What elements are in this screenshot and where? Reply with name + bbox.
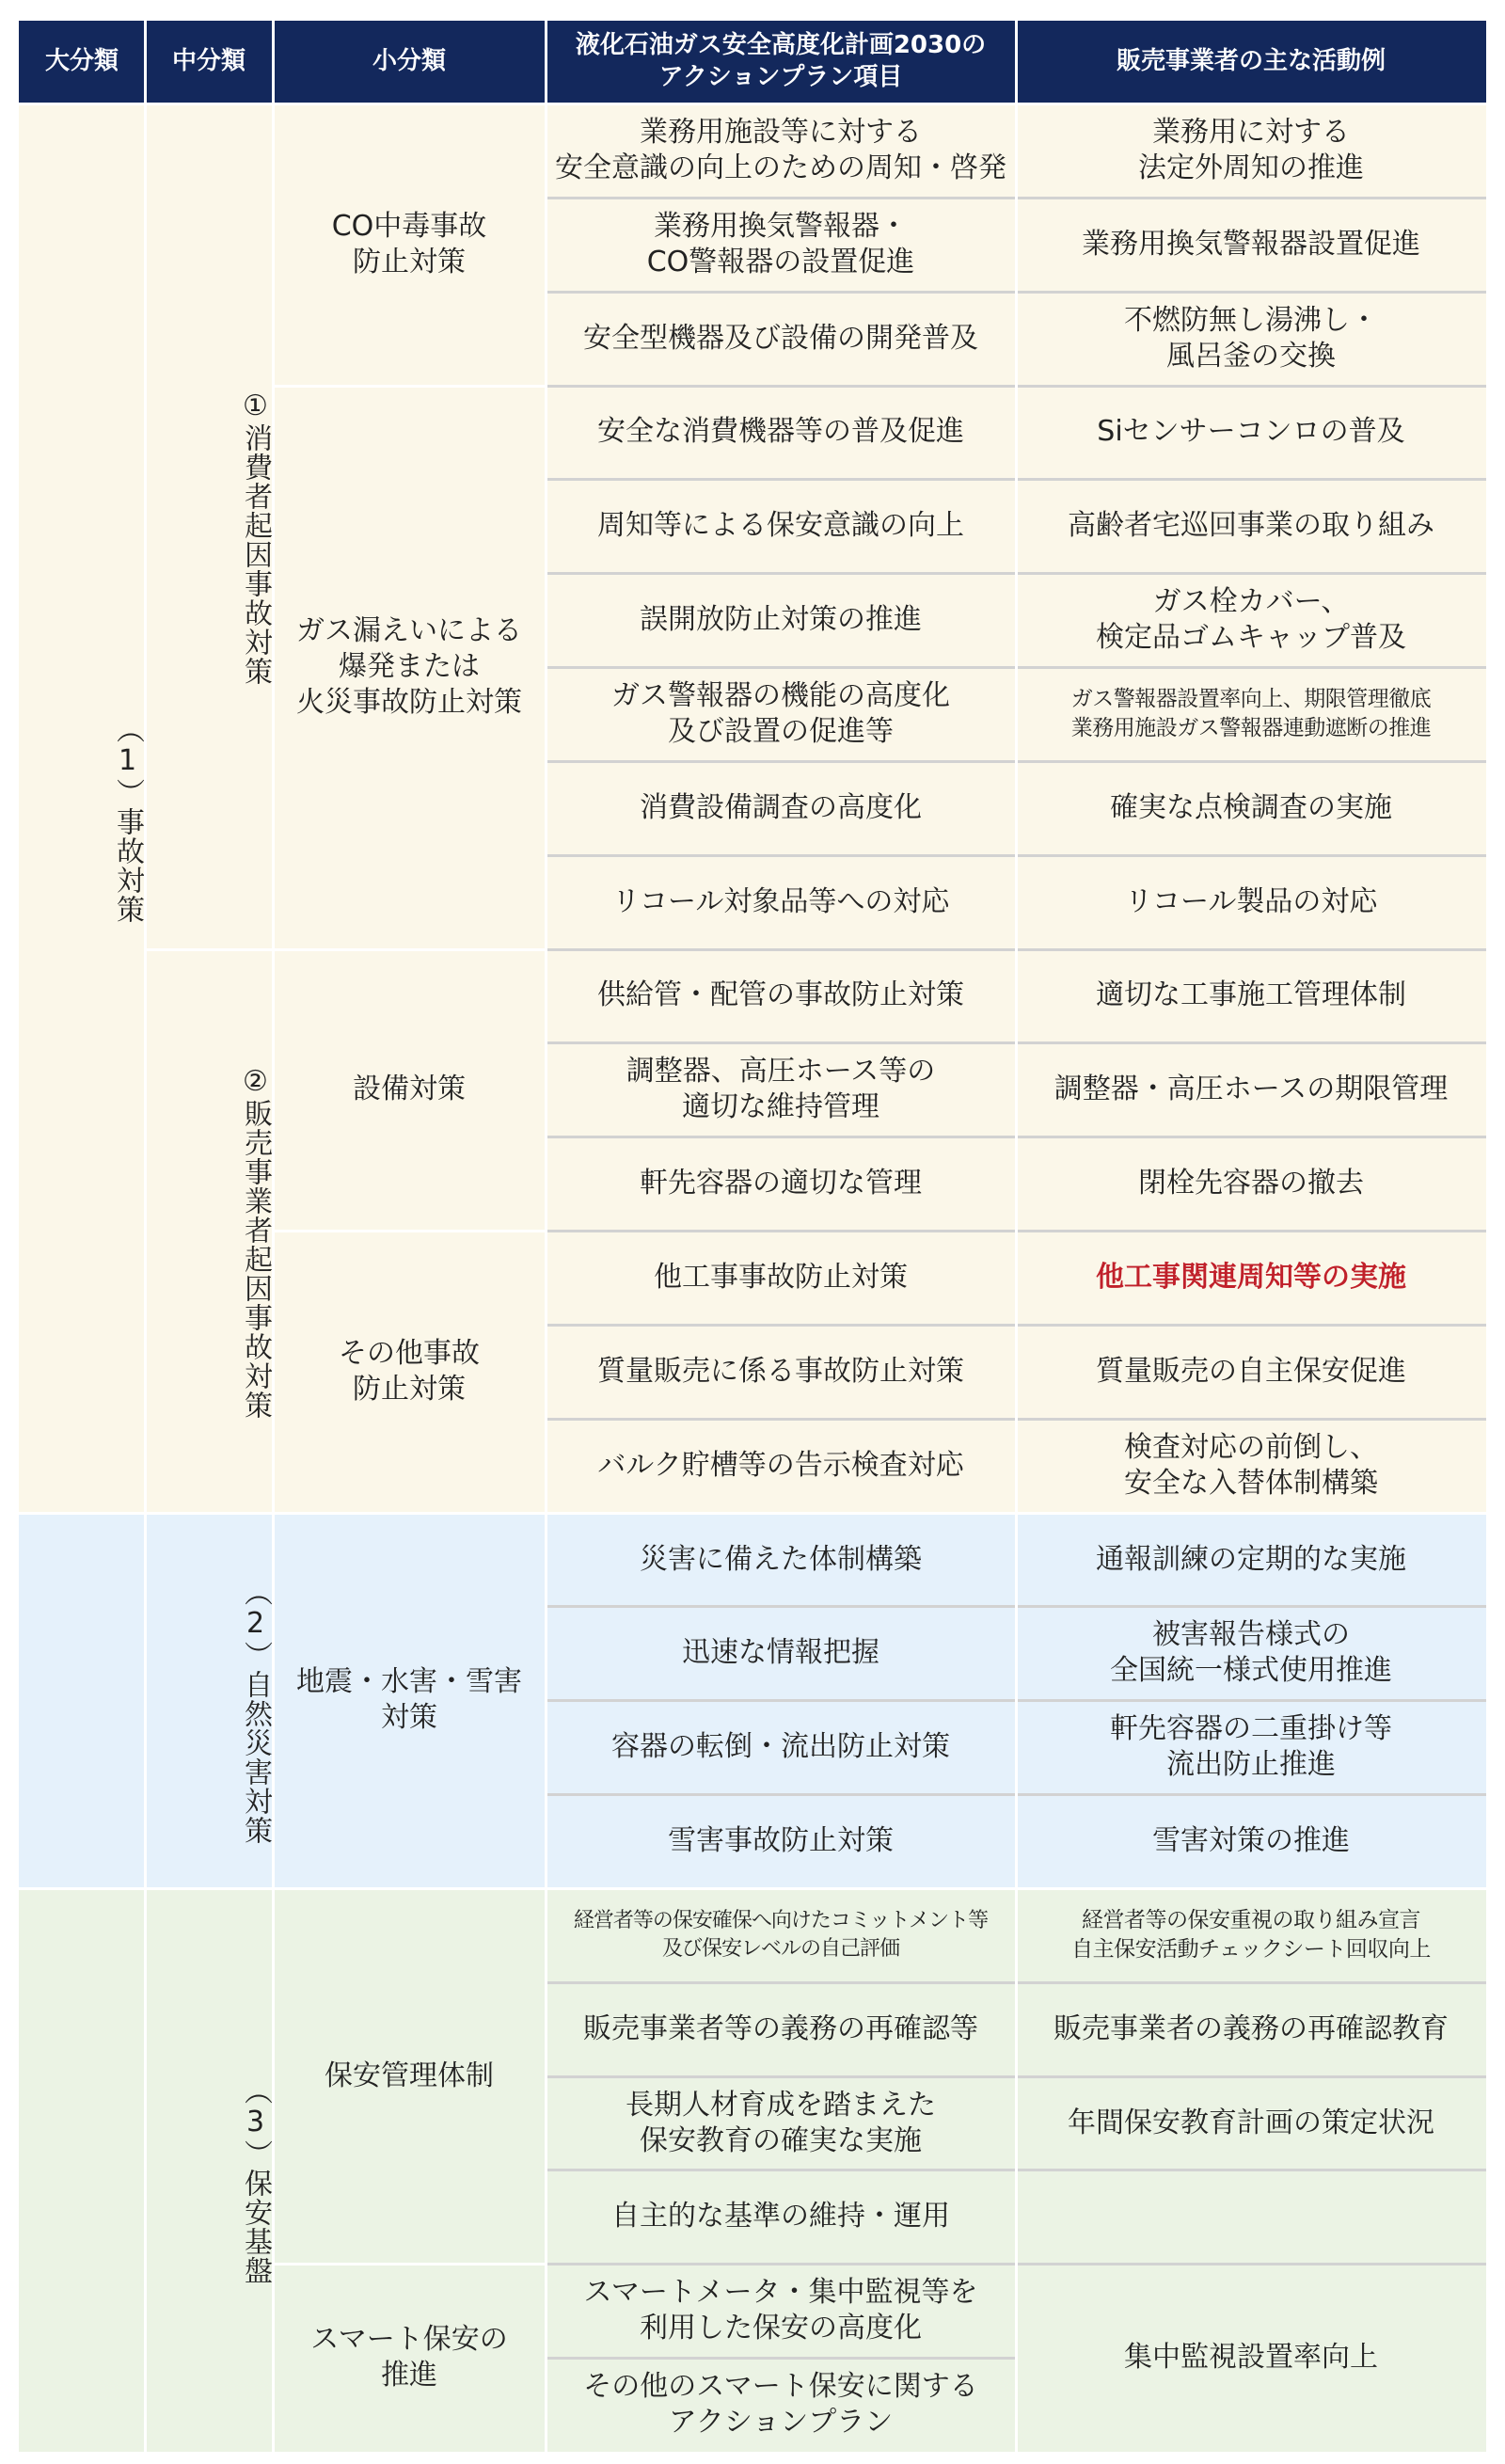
row-divider <box>547 1699 1015 1702</box>
activity-example: 被害報告様式の 全国統一様式使用推進 <box>1016 1606 1486 1700</box>
activity-example: 調整器・高圧ホースの期限管理 <box>1016 1042 1486 1137</box>
row-divider <box>1018 1418 1486 1421</box>
row-divider <box>547 385 1015 388</box>
row-divider <box>547 1418 1015 1421</box>
activity-example: 適切な工事施工管理体制 <box>1016 949 1486 1043</box>
row-divider <box>547 854 1015 857</box>
action-item: 販売事業者等の義務の再確認等 <box>546 1982 1016 2076</box>
group-divider <box>273 385 546 388</box>
header-col3: 小分類 <box>273 21 546 103</box>
activity-example: Siセンサーコンロの普及 <box>1016 386 1486 480</box>
action-item: 消費設備調査の高度化 <box>546 761 1016 855</box>
row-divider <box>547 197 1015 199</box>
row-divider <box>1018 572 1486 575</box>
activity-example: 業務用換気警報器設置促進 <box>1016 198 1486 292</box>
action-plan-table <box>19 21 1486 2452</box>
activity-example: 通報訓練の定期的な実施 <box>1016 1513 1486 1607</box>
group-divider <box>273 948 546 951</box>
row-divider <box>547 948 1015 951</box>
minor-category-s5: 地震・水害・雪害 対策 <box>273 1513 546 1888</box>
row-divider <box>1018 1793 1486 1796</box>
row-divider <box>547 760 1015 763</box>
row-divider <box>1018 1136 1486 1138</box>
row-divider <box>547 1041 1015 1044</box>
row-divider <box>1018 1699 1486 1702</box>
row-divider <box>1018 2263 1486 2265</box>
row-divider <box>1018 1605 1486 1608</box>
activity-example: 高齢者宅巡回事業の取り組み <box>1016 479 1486 573</box>
row-divider <box>1018 2169 1486 2171</box>
activity-example: 経営者等の保安重視の取り組み宣言 自主保安活動チェックシート回収向上 <box>1016 1888 1486 1982</box>
activity-example: 不燃防無し湯沸し・ 風呂釜の交換 <box>1016 292 1486 386</box>
row-divider <box>547 1136 1015 1138</box>
activity-example: リコール製品の対応 <box>1016 855 1486 949</box>
activity-example: 販売事業者の義務の再確認教育 <box>1016 1982 1486 2076</box>
row-divider <box>1018 666 1486 669</box>
activity-example: 確実な点検調査の実施 <box>1016 761 1486 855</box>
row-divider <box>1018 478 1486 481</box>
minor-category-s7: スマート保安の 推進 <box>273 2264 546 2452</box>
row-divider <box>547 1605 1015 1608</box>
activity-example: 集中監視設置率向上 <box>1016 2264 1486 2452</box>
row-divider <box>547 478 1015 481</box>
action-item: その他のスマート保安に関する アクションプラン <box>546 2358 1016 2452</box>
row-divider <box>1018 1230 1486 1232</box>
header-col5: 販売事業者の主な活動例 <box>1016 21 1486 103</box>
group-divider <box>273 2263 546 2265</box>
row-divider <box>1018 2075 1486 2078</box>
action-item: 業務用施設等に対する 安全意識の向上のための周知・啓発 <box>546 103 1016 198</box>
row-divider <box>1018 197 1486 199</box>
header-divider <box>19 103 1486 105</box>
row-divider <box>1018 1041 1486 1044</box>
action-item: 軒先容器の適切な管理 <box>546 1137 1016 1231</box>
header-col4: 液化石油ガス安全高度化計画2030の アクションプラン項目 <box>546 21 1016 103</box>
action-item: 経営者等の保安確保へ向けたコミットメント等 及び保安レベルの自己評価 <box>546 1888 1016 1982</box>
action-item: 雪害事故防止対策 <box>546 1794 1016 1888</box>
activity-example: 軒先容器の二重掛け等 流出防止推進 <box>1016 1700 1486 1794</box>
action-item: 長期人材育成を踏まえた 保安教育の確実な実施 <box>546 2076 1016 2170</box>
action-item: 誤開放防止対策の推進 <box>546 573 1016 667</box>
minor-category-s4: その他事故 防止対策 <box>273 1231 546 1513</box>
activity-example: 閉栓先容器の撤去 <box>1016 1137 1486 1231</box>
activity-example: 雪害対策の推進 <box>1016 1794 1486 1888</box>
activity-example: ガス警報器設置率向上、期限管理徹底 業務用施設ガス警報器連動遮断の推進 <box>1016 667 1486 761</box>
major-category-safety: （3）保安基盤 <box>19 1888 273 2452</box>
action-item: 災害に備えた体制構築 <box>546 1513 1016 1607</box>
region-divider <box>19 1887 1486 1890</box>
activity-example: 業務用に対する 法定外周知の推進 <box>1016 103 1486 198</box>
minor-category-s2: ガス漏えいによる 爆発または 火災事故防止対策 <box>273 386 546 949</box>
minor-category-s6: 保安管理体制 <box>273 1888 546 2264</box>
action-item: 周知等による保安意識の向上 <box>546 479 1016 573</box>
activity-example: ガス栓カバー、 検定品ゴムキャップ普及 <box>1016 573 1486 667</box>
action-item: 安全な消費機器等の普及促進 <box>546 386 1016 480</box>
activity-example: 他工事関連周知等の実施 <box>1016 1231 1486 1325</box>
row-divider <box>1018 1981 1486 1984</box>
activity-example: 質量販売の自主保安促進 <box>1016 1325 1486 1419</box>
activity-example: 年間保安教育計画の策定状況 <box>1016 2076 1486 2170</box>
minor-category-s3: 設備対策 <box>273 949 546 1232</box>
action-item: 容器の転倒・流出防止対策 <box>546 1700 1016 1794</box>
row-divider <box>547 2075 1015 2078</box>
activity-example <box>1016 2170 1486 2264</box>
middle-category-consumer: ①消費者起因事故対策 <box>145 103 273 949</box>
row-divider <box>547 2263 1015 2265</box>
group-divider <box>273 1230 546 1232</box>
header-col2: 中分類 <box>145 21 273 103</box>
row-divider <box>547 1324 1015 1327</box>
row-divider <box>1018 948 1486 951</box>
region-divider <box>19 1512 1486 1515</box>
row-divider <box>547 666 1015 669</box>
row-divider <box>1018 760 1486 763</box>
header-col1: 大分類 <box>19 21 145 103</box>
row-divider <box>1018 291 1486 294</box>
row-divider <box>1018 854 1486 857</box>
middle-category-dealer: ②販売事業者起因事故対策 <box>145 949 273 1513</box>
action-item: 迅速な情報把握 <box>546 1606 1016 1700</box>
activity-example: 検査対応の前倒し、 安全な入替体制構築 <box>1016 1419 1486 1513</box>
action-item: 質量販売に係る事故防止対策 <box>546 1325 1016 1419</box>
action-item: 供給管・配管の事故防止対策 <box>546 949 1016 1043</box>
row-divider <box>547 1981 1015 1984</box>
row-divider <box>1018 385 1486 388</box>
row-divider <box>547 2357 1015 2360</box>
action-item: 安全型機器及び設備の開発普及 <box>546 292 1016 386</box>
row-divider <box>547 291 1015 294</box>
action-item: 調整器、高圧ホース等の 適切な維持管理 <box>546 1042 1016 1137</box>
row-divider <box>547 1793 1015 1796</box>
action-item: バルク貯槽等の告示検査対応 <box>546 1419 1016 1513</box>
row-divider <box>547 572 1015 575</box>
major-category-accident: （1）事故対策 <box>19 103 145 1513</box>
action-item: 他工事事故防止対策 <box>546 1231 1016 1325</box>
row-divider <box>1018 1324 1486 1327</box>
row-divider <box>547 1230 1015 1232</box>
action-item: 業務用換気警報器・ CO警報器の設置促進 <box>546 198 1016 292</box>
action-item: リコール対象品等への対応 <box>546 855 1016 949</box>
action-item: 自主的な基準の維持・運用 <box>546 2170 1016 2264</box>
row-divider <box>547 2169 1015 2171</box>
column-divider <box>144 21 147 2452</box>
action-item: スマートメータ・集中監視等を 利用した保安の高度化 <box>546 2264 1016 2358</box>
major-category-disaster: （2）自然災害対策 <box>19 1513 273 1888</box>
minor-category-s1: CO中毒事故 防止対策 <box>273 103 546 386</box>
action-item: ガス警報器の機能の高度化 及び設置の促進等 <box>546 667 1016 761</box>
group-divider <box>145 948 273 951</box>
